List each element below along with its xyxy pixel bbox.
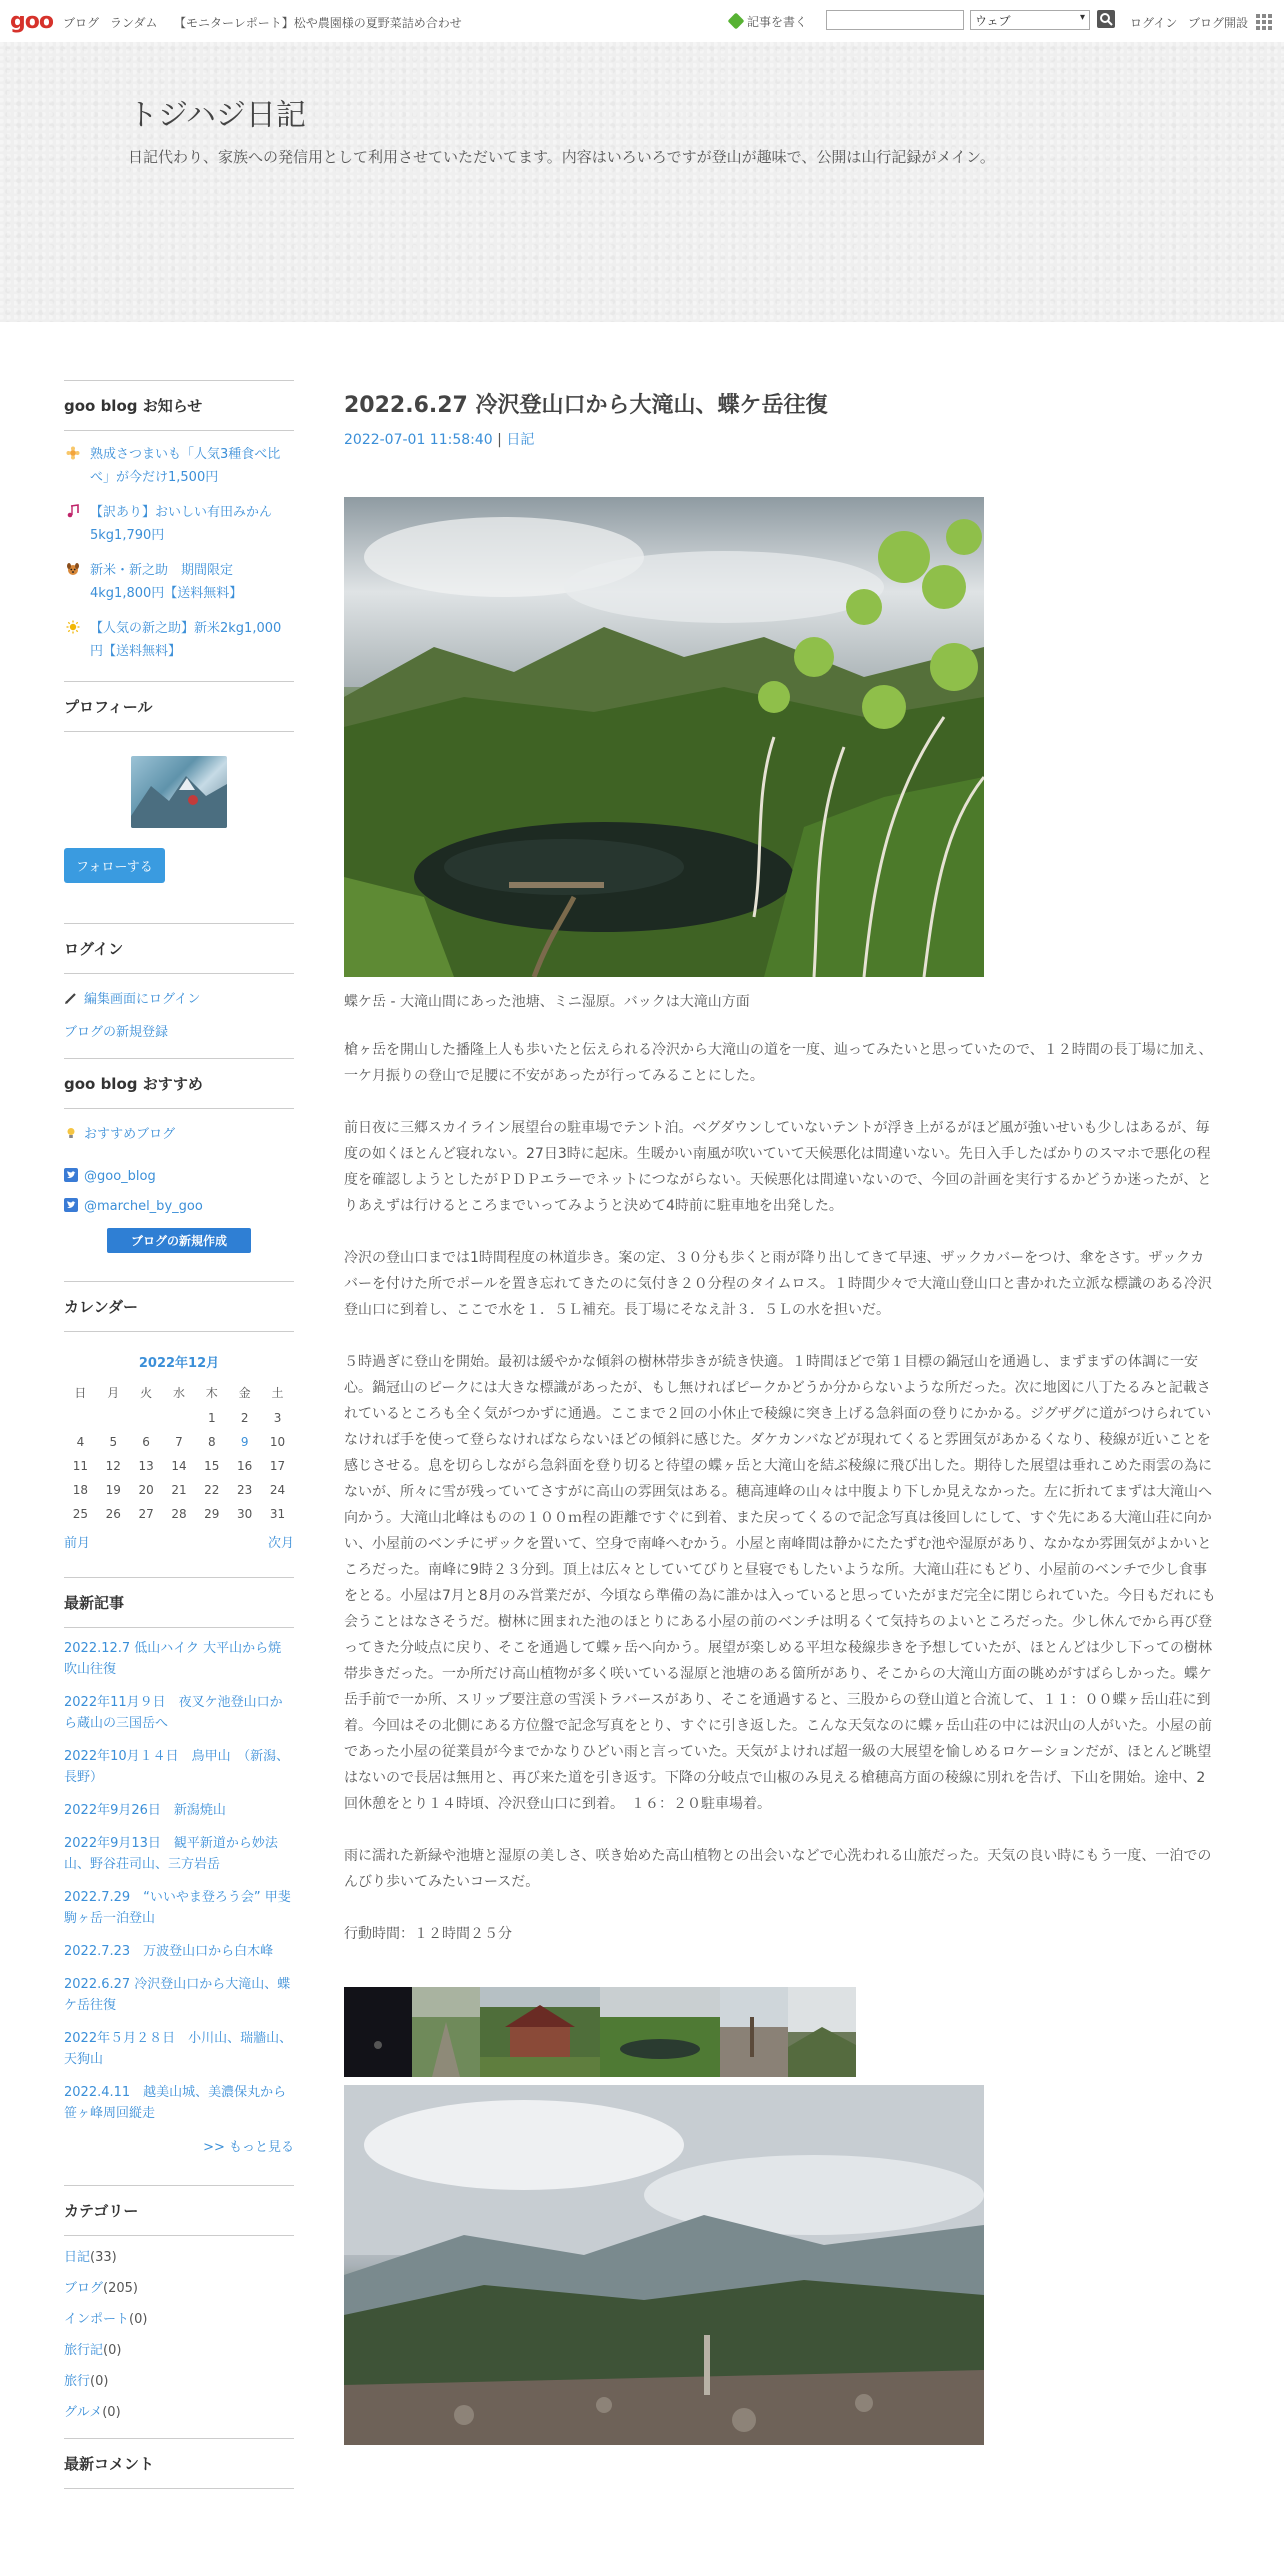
calendar-weekday: 土 <box>271 1386 284 1400</box>
blog-title[interactable]: トジハジ日記 <box>128 98 306 133</box>
category-count: (0) <box>129 2312 148 2327</box>
search-button[interactable] <box>1097 10 1115 28</box>
calendar-day-link[interactable]: 9 <box>240 1435 249 1449</box>
recent-post-link[interactable]: 2022年11月９日 夜叉ケ池登山口から蔵山の三国岳へ <box>64 1695 283 1731</box>
recent-post-link[interactable]: 2022.12.7 低山ハイク 大平山から焼吹山往復 <box>64 1641 282 1677</box>
calendar-day: 18 <box>72 1483 89 1497</box>
calendar-day: 6 <box>142 1435 150 1449</box>
calendar-day: 16 <box>237 1459 253 1473</box>
photo-thumbnails <box>344 1987 1216 2077</box>
recent-post-link[interactable]: 2022.6.27 冷沢登山口から大滝山、蝶ケ岳往復 <box>64 1977 291 2013</box>
category-link[interactable]: 日記 <box>64 2250 91 2265</box>
category-link[interactable]: ブログ <box>64 2281 104 2296</box>
notice-item[interactable] <box>64 501 294 547</box>
recent-post-link[interactable]: 2022年9月26日 新潟焼山 <box>64 1803 226 1818</box>
calendar-day <box>97 1406 130 1430</box>
twitter-icon <box>64 1198 78 1212</box>
search-scope-value: ウェブ <box>975 14 1011 28</box>
calendar-day: 24 <box>269 1483 286 1497</box>
more-posts-link[interactable]: >> もっと見る <box>203 2140 294 2155</box>
flower-icon <box>66 446 80 460</box>
calendar-day: 28 <box>171 1507 187 1521</box>
calendar-day: 2 <box>240 1411 249 1425</box>
notice-text: 熟成さつまいも「人気3種食べ比べ」が今だけ1,500円 <box>90 447 281 485</box>
recent-post-link[interactable]: 2022.7.29 “いいやま登ろう会” 甲斐駒ヶ岳一泊登山 <box>64 1890 291 1926</box>
calendar-day: 22 <box>204 1483 220 1497</box>
follow-button[interactable]: フォローする <box>64 848 165 883</box>
notice-text: 【訳あり】おいしい有田みかん5kg1,790円 <box>90 505 273 543</box>
thumbnail-forest-trail-photo[interactable] <box>412 1987 480 2077</box>
sidebar <box>64 380 294 2507</box>
category-link[interactable]: グルメ <box>64 2405 103 2420</box>
lightbulb-icon <box>64 1126 78 1140</box>
meta-separator: | <box>492 432 507 448</box>
blog-description: 日記代わり、家族への発信用として利用させていただいてます。内容はいろいろですが登山が趣味で、公開は山行記録がメイン。 <box>128 148 995 166</box>
category-count: (33) <box>90 2250 117 2265</box>
calendar-month[interactable]: 2022年12月 <box>138 1356 220 1371</box>
calendar-weekday: 水 <box>172 1386 185 1400</box>
sun-icon <box>66 620 80 634</box>
calendar-day: 7 <box>175 1435 183 1449</box>
twitter-handle: @goo_blog <box>84 1169 156 1184</box>
thumbnail-night-photo[interactable] <box>344 1987 412 2077</box>
edit-login-link[interactable] <box>64 988 294 1007</box>
blog-header <box>0 42 1284 322</box>
category-item[interactable] <box>64 2277 294 2296</box>
calendar-day: 19 <box>105 1483 121 1497</box>
login-link[interactable]: ログイン <box>1130 16 1178 30</box>
notice-text: 新米・新之助 期間限定4kg1,800円【送料無料】 <box>90 563 243 601</box>
dog-face-icon <box>66 562 80 576</box>
category-count: (205) <box>103 2281 138 2296</box>
thumbnail-alpine-pond-photo[interactable] <box>600 1987 720 2077</box>
post-paragraph: 槍ヶ岳を開山した播隆上人も歩いたと伝えられる冷沢から大滝山の道を一度、辿ってみたいと思っていたので、１２時間の長丁場に加え、一ケ月振りの登山で足腰に不安があったが行ってみることにした。 <box>344 1042 1213 1084</box>
category-item[interactable] <box>64 2308 294 2327</box>
post-paragraph: 行動時間：１２時間２５分 <box>344 1926 512 1942</box>
bottom-photo[interactable] <box>344 2085 984 2445</box>
twitter-link-goo-blog[interactable] <box>64 1168 294 1184</box>
topbar-link-monitor[interactable]: 【モニターレポート】松や農園様の夏野菜詰め合わせ <box>174 16 462 30</box>
calendar-day: 30 <box>237 1507 253 1521</box>
twitter-icon <box>64 1168 78 1182</box>
chevron-down-icon: ▾ <box>1079 12 1085 23</box>
calendar-day <box>163 1406 196 1430</box>
topbar-link-blog[interactable]: ブログ <box>63 16 100 30</box>
search-input[interactable] <box>826 10 964 30</box>
category-item[interactable] <box>64 2246 294 2265</box>
new-blog-button[interactable]: ブログの新規作成 <box>107 1228 251 1253</box>
notice-text: 【人気の新之助】新米2kg1,000円【送料無料】 <box>90 621 282 659</box>
calendar-day: 11 <box>72 1459 89 1473</box>
category-item[interactable] <box>64 2401 294 2420</box>
profile-heading: プロフィール <box>64 681 294 732</box>
new-registration-link[interactable]: ブログの新規登録 <box>64 1025 169 1040</box>
search-scope-select[interactable] <box>970 10 1090 30</box>
calendar-day: 14 <box>171 1459 187 1473</box>
notice-heading: goo blog お知らせ <box>64 380 294 431</box>
photo-caption: 蝶ケ岳 - 大滝山間にあった池塘、ミニ湿原。バックは大滝山方面 <box>344 994 750 1010</box>
recent-post-link[interactable]: 2022年10月１４日 鳥甲山 （新潟、長野） <box>64 1749 290 1785</box>
summit-view-photo <box>344 2085 984 2445</box>
profile-photo-mountain <box>131 756 227 828</box>
category-item[interactable] <box>64 2370 294 2389</box>
main-content <box>344 380 1216 2445</box>
thumbnail-ridge-photo[interactable] <box>788 1987 856 2077</box>
calendar-day: 21 <box>171 1483 187 1497</box>
twitter-handle: @marchel_by_goo <box>84 1199 203 1214</box>
goo-logo[interactable]: goo <box>10 9 53 34</box>
calendar-weekday: 火 <box>140 1386 153 1400</box>
calendar-weekday: 日 <box>74 1386 87 1400</box>
recent-post-link[interactable]: 2022.7.23 万波登山口から白木峰 <box>64 1944 274 1959</box>
calendar-day: 13 <box>138 1459 154 1473</box>
calendar-day: 27 <box>138 1507 154 1521</box>
recent-post-link[interactable]: 2022年５月２８日 小川山、瑞牆山、天狗山 <box>64 2031 293 2067</box>
calendar-day: 20 <box>138 1483 154 1497</box>
recommended-blog-link[interactable] <box>64 1123 294 1142</box>
topbar-link-random[interactable]: ランダム <box>110 16 158 30</box>
category-count: (0) <box>103 2343 122 2358</box>
post-paragraph: 雨に濡れた新緑や池塘と湿原の美しさ、咲き始めた高山植物との出会いなどで心洗われる山旅だった。天気の良い時にもう一度、一泊でのんびり歩いてみたいコースだ。 <box>344 1848 1212 1890</box>
write-article-link[interactable] <box>730 13 807 30</box>
calendar-prev-link[interactable]: 前月 <box>64 1536 91 1551</box>
recommended-blog-label: おすすめブログ <box>84 1127 176 1142</box>
recent-post-link[interactable]: 2022年9月13日 観平新道から妙法山、野谷荘司山、三方岩岳 <box>64 1836 278 1872</box>
edit-login-label: 編集画面にログイン <box>84 992 201 1007</box>
apps-grid-icon[interactable] <box>1256 14 1272 30</box>
post-paragraph: 前日夜に三郷スカイライン展望台の駐車場でテント泊。ベグダウンしていないテントが浮き上がるがほど風が強いせいも少しはあるが、毎度の如くほとんど寝れない。27日3時に起床。生暖かい南風が吹いていて天候悪化は間違いない。先日入手したばかりのスマホで悪化の程度を確認しようとしたがＰＤＰエラーでネットにつながらない。天候悪化は間違いないので、今回の計画を実行するかどうか迷ったが、とりあえずは行けるところまでいってみようと決めて4時前に駐車地を出発した。 <box>344 1120 1212 1214</box>
category-count: (0) <box>102 2405 121 2420</box>
music-note-icon <box>66 504 80 518</box>
calendar-day: 10 <box>269 1435 286 1449</box>
calendar-day: 5 <box>109 1435 118 1449</box>
category-link[interactable]: 旅行記 <box>64 2343 104 2358</box>
calendar-weekday: 月 <box>107 1386 120 1400</box>
search-icon <box>1099 12 1113 26</box>
latest-comments-heading: 最新コメント <box>64 2438 294 2489</box>
calendar-day: 15 <box>204 1459 220 1473</box>
calendar-weekday: 金 <box>238 1386 251 1400</box>
calendar-day: 31 <box>269 1507 286 1521</box>
calendar-nav <box>64 1532 294 1551</box>
calendar-day: 17 <box>269 1459 286 1473</box>
category-link[interactable]: インポート <box>64 2312 130 2327</box>
notice-item[interactable] <box>64 617 294 663</box>
category-count: (0) <box>90 2374 109 2389</box>
post-paragraph: ５時過ぎに登山を開始。最初は緩やかな傾斜の樹林帯歩きが続き快適。１時間ほどで第１目標の鍋冠山を通過し、まずまずの体調に一安心。鍋冠山のピークには大きな標識があったが、もし無ければピークかどうか分からないような所だった。次に地図に八丁たるみと記載されているところも全く気がつかずに通過。ここまで２回の小休止で稜線に突き上げる急斜面の登りにかかる。ジグザグに道がつけられていなければ手を使って登らなければならないほどの傾斜に感じた。ダケカンバなどが現れてくると雰囲気があかるくなり、稜線が近いことを感じさせる。息を切らしながら急斜面を登り切ると待望の蝶ヶ岳と大滝山を結ぶ稜線に飛び出した。期待した展望は垂れこめた雨雲の為にないが、所々に雪が残っていてさすがに高山の雰囲気はある。穂高連峰の山々は中腹より下しか見えなかった。左に折れてまずは大滝山へ向かう。大滝山北峰はものの１００ｍ程の距離ですぐに到着、また戻ってくるので記念写真は後回しにして、すぐ先にある大滝山荘に向かい、小屋前のベンチにザックを置いて、空身で南峰へむかう。小屋と南峰間は静かにたたずむ池や湿原があり、なかなか雰囲気がよかいところだった。南峰に9時２３分到。頂上は広々としていてびりと昼寝でもしたいような所。大滝山荘にもどり、小屋前のベンチで少し食事をとる。小屋は7月と8月のみ営業だが、今頃なら準備の為に誰かは入っていると思っていたがまだ完全に閉じられていた。今日もだれにも会うことはなさそうだ。樹林に囲まれた池のほとりにある小屋の前のベンチは明るくて気持ちのよいところだった。少し休んでから再び登ってきた分岐点に戻り、そこを通過して蝶ヶ岳へ向かう。展望が楽しめる平坦な稜線歩きを予想していたが、ほとんどは少し下っての樹林帯歩きだった。一か所だけ高山植物が多く咲いている湿原と池塘のある箇所があり、そこからの大滝山方面の眺めがすばらしかった。蝶ケ岳手前で一か所、スリップ要注意の雪渓トラバースがあり、そこを通過すると、三股からの登山道と合流して、１１：００蝶ヶ岳山荘に到着。今回はその北側にある方位盤で記念写真をとり、すぐに引き返した。こんな天気なのに蝶ヶ岳山荘の中には沢山の人がいた。小屋の前であった小屋の従業員が今までかなりひどい雨と言っていた。天気がよければ超一級の大展望を愉しめるロケーションだが、ほとんど眺望はないので長居は無用と、再び来た道を引き返す。下降の分岐点で山椒のみ見える槍穂高方面の稜線に別れを告げ、下山を開始。途中、2回休憩をとり１４時頃、冷沢登山口に到着。 １６：２０駐車場着。 <box>344 1354 1216 1812</box>
recent-posts-heading: 最新記事 <box>64 1577 294 1628</box>
calendar-day: 29 <box>204 1507 220 1521</box>
post-category-link[interactable]: 日記 <box>506 432 535 448</box>
thumbnail-summit-sign-photo[interactable] <box>720 1987 788 2077</box>
main-photo[interactable] <box>344 497 984 977</box>
post-datetime-link[interactable]: 2022-07-01 11:58:40 <box>344 432 493 448</box>
notice-item[interactable] <box>64 443 294 489</box>
calendar-day <box>64 1406 97 1430</box>
calendar-day: 12 <box>105 1459 121 1473</box>
calendar-heading: カレンダー <box>64 1281 294 1332</box>
calendar-day: 4 <box>76 1435 85 1449</box>
pen-icon <box>728 13 745 30</box>
recommend-heading: goo blog おすすめ <box>64 1058 294 1109</box>
thumbnail-mountain-hut-photo[interactable] <box>480 1987 600 2077</box>
calendar-day: 26 <box>105 1507 121 1521</box>
category-item[interactable] <box>64 2339 294 2358</box>
calendar-day: 8 <box>207 1435 216 1449</box>
post-title[interactable]: 2022.6.27 冷沢登山口から大滝山、蝶ケ岳往復 <box>344 393 828 418</box>
notice-item[interactable] <box>64 559 294 605</box>
post-meta <box>344 429 1216 449</box>
top-bar <box>0 0 1284 43</box>
write-article-label: 記事を書く <box>747 15 808 29</box>
calendar-day: 3 <box>273 1411 282 1425</box>
mountain-pond-photo <box>344 497 984 977</box>
calendar-next-link[interactable]: 次月 <box>267 1536 294 1551</box>
twitter-link-marchel[interactable] <box>64 1198 294 1214</box>
category-heading: カテゴリー <box>64 2185 294 2236</box>
calendar-day: 1 <box>207 1411 216 1425</box>
login-heading: ログイン <box>64 923 294 974</box>
calendar-table <box>64 1379 294 1526</box>
calendar-day: 23 <box>237 1483 253 1497</box>
calendar-day: 25 <box>72 1507 89 1521</box>
category-link[interactable]: 旅行 <box>64 2374 91 2389</box>
blog-open-link[interactable]: ブログ開設 <box>1188 16 1249 30</box>
profile-image[interactable] <box>131 756 227 828</box>
pencil-icon <box>64 991 78 1005</box>
recent-post-link[interactable]: 2022.4.11 越美山城、美濃保丸から笹ヶ峰周回縦走 <box>64 2085 287 2121</box>
calendar-weekday: 木 <box>205 1386 218 1400</box>
post-paragraph: 冷沢の登山口までは1時間程度の林道歩き。案の定、３０分も歩くと雨が降り出してきて早速、ザックカバーをつけ、傘をさす。ザックカバーを付けた所でポールを置き忘れてきたのに気付き２０分程のタイムロス。１時間少々で大滝山登山口と書かれた立派な標識のある冷沢登山口に到着し、ここで水を１．５Ｌ補充。長丁場にそなえ計３．５Ｌの水を担いだ。 <box>344 1250 1212 1318</box>
calendar-day <box>130 1406 163 1430</box>
